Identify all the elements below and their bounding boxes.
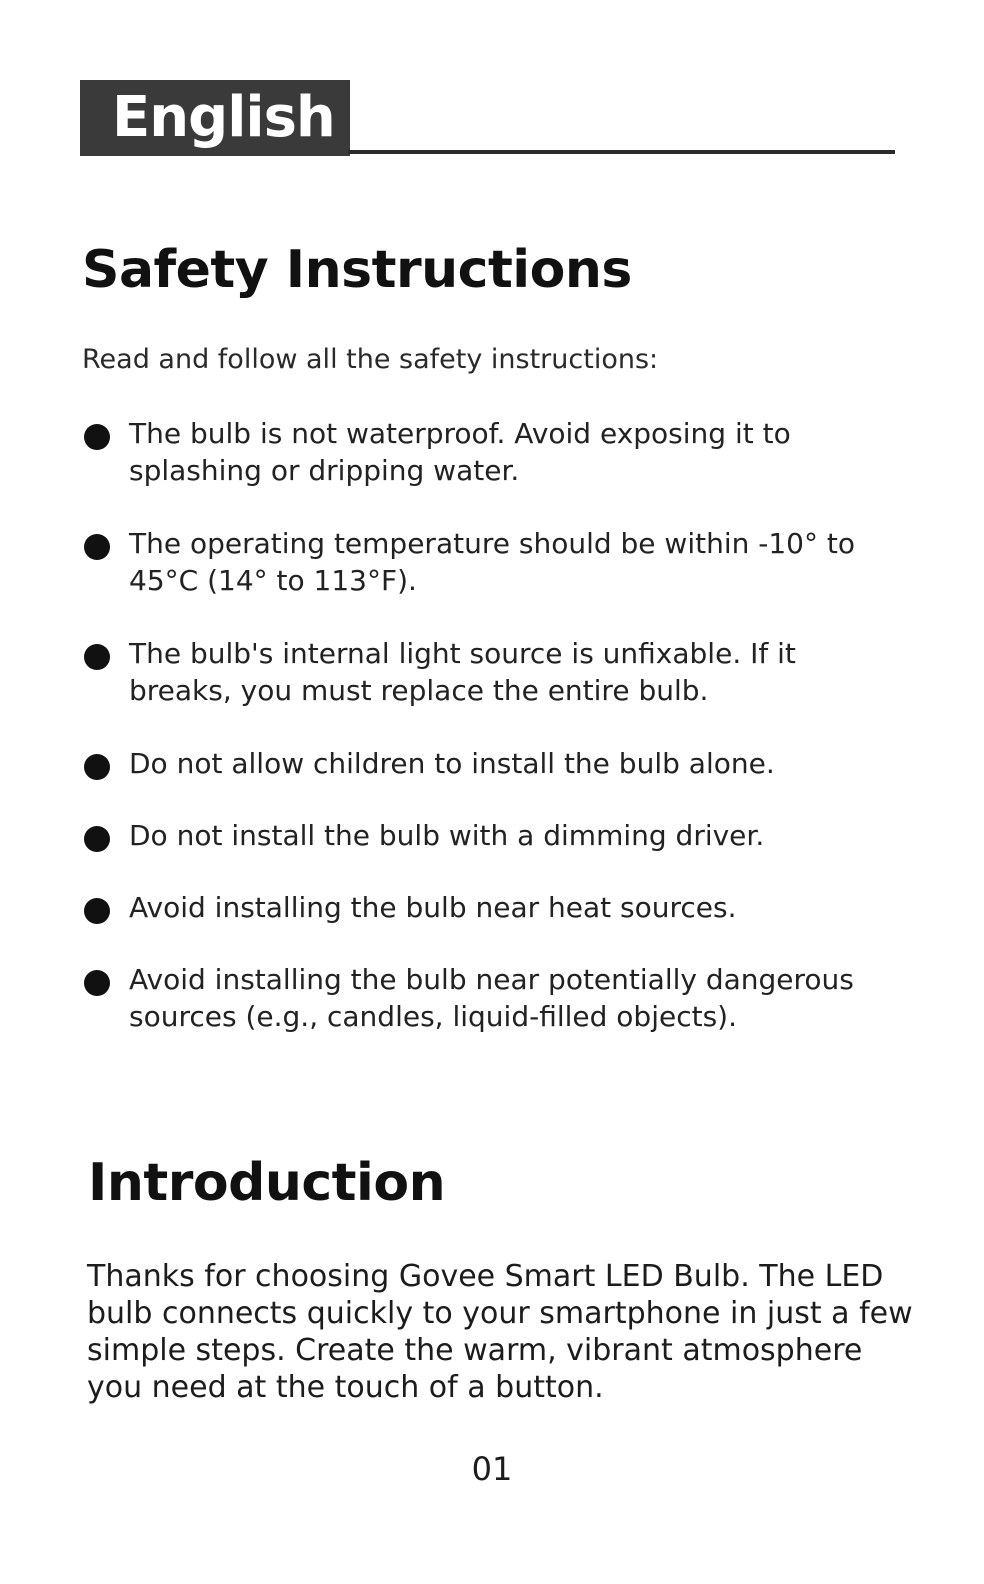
safety-item — [84, 817, 884, 854]
bullet-icon — [84, 644, 110, 670]
safety-item-text: The bulb is not waterproof. Avoid exposing it to splashing or dripping water. — [129, 417, 791, 487]
safety-item-text: The operating temperature should be within -10° to 45°C (14° to 113°F). — [129, 527, 855, 597]
safety-item-text: Avoid installing the bulb near heat sources. — [129, 891, 737, 924]
safety-instructions-title: Safety Instructions — [82, 240, 632, 300]
safety-item — [84, 745, 884, 782]
language-header — [80, 80, 895, 158]
bullet-icon — [84, 424, 110, 450]
safety-instructions-list — [84, 415, 884, 1071]
safety-item-text: Do not allow children to install the bulb alone. — [129, 747, 775, 780]
safety-item-text: Do not install the bulb with a dimming driver. — [129, 819, 765, 852]
safety-item — [84, 961, 884, 1035]
safety-lead-text: Read and follow all the safety instructions: — [82, 344, 659, 375]
language-tab: English — [80, 80, 350, 156]
introduction-title: Introduction — [88, 1153, 446, 1213]
safety-item — [84, 525, 884, 599]
bullet-icon — [84, 826, 110, 852]
safety-item — [84, 415, 884, 489]
page-number: 01 — [471, 1450, 513, 1488]
header-divider — [348, 150, 895, 154]
bullet-icon — [84, 754, 110, 780]
safety-item — [84, 889, 884, 926]
bullet-icon — [84, 970, 110, 996]
introduction-text: Thanks for choosing Govee Smart LED Bulb. The LED bulb connects quickly to your smartphone in just a few simple steps. Create the warm, vibrant atmosphere you need at the touch of a button. — [87, 1259, 913, 1405]
safety-item-text: The bulb's internal light source is unfixable. If it breaks, you must replace the entire bulb. — [129, 637, 796, 707]
bullet-icon — [84, 898, 110, 924]
safety-item — [84, 635, 884, 709]
bullet-icon — [84, 534, 110, 560]
safety-item-text: Avoid installing the bulb near potentially dangerous sources (e.g., candles, liquid-filled objects). — [129, 963, 854, 1033]
